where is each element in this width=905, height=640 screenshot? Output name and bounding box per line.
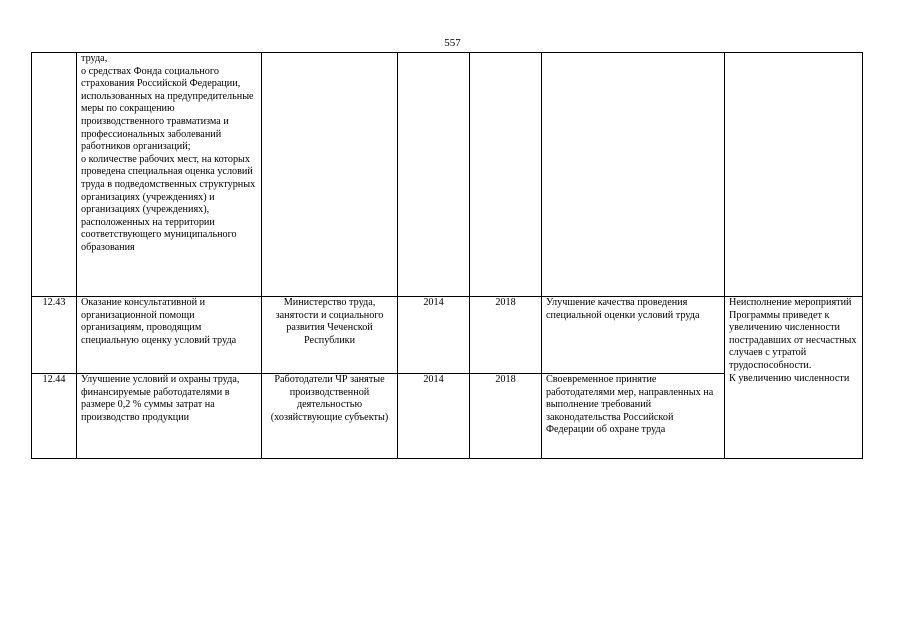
program-measures-table	[31, 52, 863, 459]
consequences-text: Неисполнение мероприятий Программы приведет к увеличению численности пострадавших от несчастных случаев с утратой трудоспособности. К увеличению численности	[729, 297, 857, 384]
cell-executor: Работодатели ЧР занятые производственной деятельностью (хозяйствующие субъекты)	[262, 374, 398, 459]
cell-description: Улучшение условий и охраны труда, финансируемые работодателями в размере 0,2 % суммы затрат на производство продукции	[77, 374, 262, 459]
cell-result-empty	[542, 53, 725, 297]
cell-end-empty	[470, 53, 542, 297]
cell-end-year: 2018	[470, 374, 542, 459]
cell-start-year: 2014	[398, 297, 470, 374]
cell-result: Своевременное принятие работодателями мер, направленных на выполнение требований законодательства Российской Федерации об охране труда	[542, 374, 725, 459]
table-row	[32, 297, 863, 374]
cell-number: 12.44	[32, 374, 77, 459]
cell-number: 12.43	[32, 297, 77, 374]
cell-description-continued	[77, 53, 262, 297]
cell-start-empty	[398, 53, 470, 297]
cell-result: Улучшение качества проведения специальной оценки условий труда	[542, 297, 725, 374]
cell-start-year: 2014	[398, 374, 470, 459]
continued-description-text: труда, о средствах Фонда социального страхования Российской Федерации, использованных на предупредительные меры по сокращению производственного травматизма и профессиональных заболеваний работников организаций; о количестве рабочих мест, на которых проведена специальная оценка условий труда в подведомственных структурных организациях (учреждениях) и организациях (учреждениях), расположенных на территории соответствующего муниципального образования	[81, 53, 256, 253]
cell-description: Оказание консультативной и организационной помощи организациям, проводящим специальную оценку условий труда	[77, 297, 262, 374]
cell-executor-empty	[262, 53, 398, 297]
page-number: 557	[444, 37, 461, 49]
cell-end-year: 2018	[470, 297, 542, 374]
cell-consequences-empty	[725, 53, 863, 297]
table-row-continuation	[32, 53, 863, 297]
cell-consequences	[725, 297, 863, 459]
cell-number-empty	[32, 53, 77, 297]
cell-executor: Министерство труда, занятости и социального развития Чеченской Республики	[262, 297, 398, 374]
